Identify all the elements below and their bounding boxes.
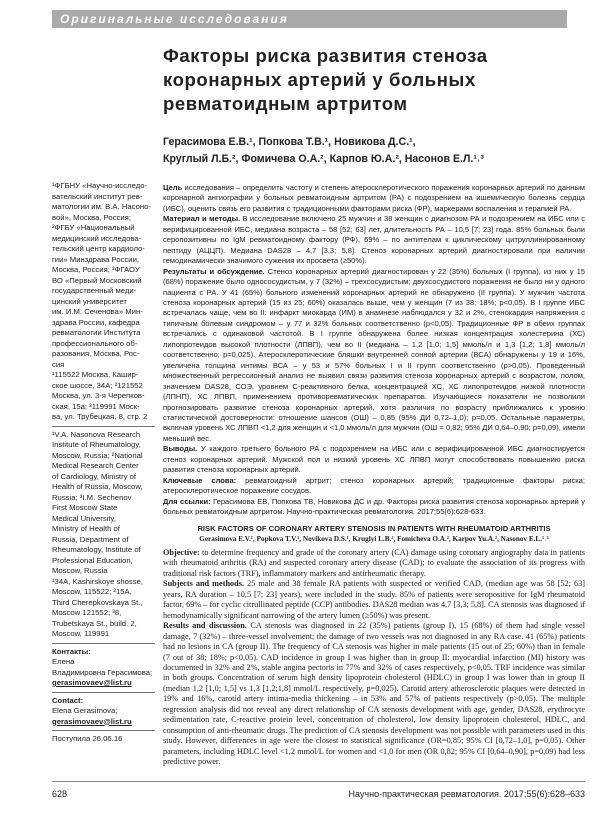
- contact-name-en: Elena Gerasimova;: [52, 706, 118, 715]
- received-date: Поступила 26.06.16: [52, 734, 123, 743]
- divider: [52, 643, 155, 644]
- contacts-name: Елена Владимировна Герасимова;: [52, 657, 153, 677]
- results-label: Результаты и обсуждение.: [163, 266, 265, 276]
- affiliations-sidebar: [52, 181, 155, 745]
- conclusions-paragraph: [163, 444, 585, 475]
- results-paragraph: [163, 267, 585, 445]
- divider: [52, 692, 155, 693]
- authors: [163, 134, 583, 168]
- contact-label-en: Contact:: [52, 695, 84, 705]
- conclusions-text: У каждого третьего больного РА с подозрением на ИБС или с верифицированной ИБС диагностируется стеноз коронарных артерий. Мужской пол и низкий уровень ХС ЛПВП могут способствовать повышению риска развития стеноза коронарных артерий.: [163, 444, 585, 475]
- page-number: 628: [52, 789, 68, 799]
- conclusions-label: Выводы.: [163, 444, 198, 454]
- results-text: Стеноз коронарных артерий диагностирован у 22 (35%) больных (I группа), из них у 15 (68%) поражение было однососудистым, у 7 (32%) – трехсосудистым; двухсосудистого поражения не было ни у одного пациента с РА. У 41 (65%) больного изменений коронарных артерий не обнаружено (II группа). У мужчин частота стеноза коронарных артерий (15 из 25; 60%) оказалась выше, чем у женщин (7 из 38; 18%; р<0,05). В I группе ИБС встречалась чаще, чем во II: инфаркт миокарда (ИМ) в анамнезе наблюдался у 32 и 2%, стенокардия напряжения с типичным болевым синдромом – у 77 и 32% больных соответственно (р<0,05). Традиционные ФР в обеих группах встречались с одинаковой частотой. В I группе обнаружена более низкая концентрация холестерина (ХС) липопротеидов высокой плотности (ЛПВП), чем во II (медиана – 1,2 [1,0; 1,5] ммоль/л и 1,3 [1,2; 1,8] ммоль/л соответственно; р=0,025). Атеросклеротические бляшки внутренней сонной артерии (ВСА) обнаружены у 19 и 16%, увеличена толщина интимы ВСА – у 53 и 57% больных I и II групп соответственно (р>0,05). Проведенный множественный регрессионный анализ не выявил связи развития стеноза коронарных артерий с возрастом, полом, значением DAS28, СОЭ, уровнем С-реактивного белка, концентрацией ХС, ХС липопротеидов низкой плотности (ЛПНП), ХС ЛПВП, применением противоревматических препаратов. Изучающиеся показатели не позволили прогнозировать развитие стеноза коронарных артерий, хотя различия по возрасту приближались к уровню статистической достоверности: отношение шансов (ОШ) – 0,85 (95% ДИ 0,72–1,0); р=0,05. Остальные параметры, включая уровень ХС ЛПВП <1,2 для женщин и <1,0 ммоль/л для мужчин (ОШ = 0,82; 95% ДИ 0,64–0,90; р=0,09), имели меньший вес.: [163, 266, 585, 443]
- title-line: коронарных артерий у больных: [163, 69, 476, 90]
- section-header: Оригинальные исследования: [60, 12, 289, 26]
- objective-label: Objective:: [163, 548, 200, 557]
- keywords-text: ревматоидный артрит; стеноз коронарных артерий; традиционные факторы риска; атеросклеротическое поражение сосудов.: [163, 475, 585, 496]
- affiliations-ru-text: ¹ФГБНУ «Научно-исследо- вательский институт рев- матологии им. В.А. Насоно- вой», Москва, Россия; ²ФГБУ «Национальный медицинский исследова- тельский центр кардиоло- гии» Минздрава России, Москва, Россия; ³ФГАОУ ВО «Первый Московский государственный меди- цинский университет им. И.М. Сеченова» Мин- здрава России, кафедра ревматологии Института профессионального об- разования, Москва, Рос- сия: [52, 181, 151, 369]
- english-title: RISK FACTORS OF CORONARY ARTERY STENOSIS IN PATIENTS WITH RHEUMATOID ARTHRITIS: [197, 524, 551, 533]
- subjects-label: Subjects and methods.: [163, 579, 245, 589]
- divider: [52, 426, 155, 427]
- article-title: [163, 44, 583, 116]
- goal-label: Цель: [163, 183, 183, 192]
- authors-line: Круглый Л.Б.², Фомичева О.А.², Карпов Ю.А.², Насонов Е.Л.¹˒³: [163, 153, 484, 165]
- objective-paragraph: [163, 548, 585, 579]
- keywords-label: Ключевые слова:: [163, 475, 237, 485]
- cite-label: Для ссылки:: [163, 496, 211, 506]
- results-en-paragraph: [163, 621, 585, 767]
- keywords-paragraph: [163, 476, 585, 497]
- journal-citation: Научно-практическая ревматология. 2017;55(6):628–633: [348, 789, 585, 799]
- goal-paragraph: [163, 183, 585, 214]
- results-en-text: CA stenosis was diagnosed in 22 (35%) patients (group I), 15 (68%) of them had single vessel damage, 7 (32%) – three-vessel involvement; the damage of two vessels was not diagnosed in any RA case. 41 (65%) patients had no lesions in CA (group II). The frequency of CA stenosis was higher in male patients (15 out of 25; 60%) than in female (7 out of 38; 18%; p<0,05). CAD incidence in group I was higher than in group II: myocardial infarction (MI) history was documented in 32% and 2%, stable angina pectoris in 77% and 32% of cases respectively, p<0,05. TRF incidence was similar in both groups. Concentration of serum high density lipoprotein cholesterol (HDLC) in group I was lower than in group II (median 1,2 [1,0; 1,5] vs 1,3 [1,2;1,8] mmol/L respectively, p=0,025). Carotid artery atherosclerotic plaques were detected in 19% and 16%, carotid artery intima-media thickening – in 53% and 57% of patients respectively (p>0,05). The multiple regression analysis did not reveal any direct relationship of CA stenosis development with age, gender, DAS28, erythrocyte sedimentation rate, C-reactive protein level, concentration of cholesterol, low density lipoprotein cholesterol, HDLC, and consumption of anti-rheumatic drugs. The prediction of CA stenosis development was not possible with parameters used in this study. However, differences in age were the closest to statistical significance (OR=0,85; 95% CI [0,72–1,0], p=0,05). Other parameters, including HDLC level <1,2 mmol/L for women and <1,0 for men (OR 0,82; 95% CI [0,64–0,90], p=0,09) had less predictive power.: [163, 621, 585, 767]
- goal-text: исследования – определить частоту и степень атеросклеротического поражения коронарных артерий по данным коронарной ангиографии у больных ревматоидным артритом (РА) с подозрением на ишемическую болезнь сердца (ИБС), оценить связь его развития с традиционными факторами риска (ФР), маркерами воспаления и терапией РА.: [163, 183, 585, 213]
- divider: [52, 730, 155, 731]
- authors-line: Герасимова Е.В.¹, Попкова Т.В.¹, Новикова Д.С.¹,: [163, 136, 416, 148]
- email-link-ru[interactable]: gerasimovaev@list.ru: [52, 678, 132, 687]
- cite-paragraph: [163, 497, 585, 518]
- affiliations-en: ¹V.A. Nasonova Research Institute of Rheumatology, Moscow, Russia; ²National Medical Research Center of Cardiology, Ministry of Health of Russia, Moscow, Russia; ³I.M. Sechenov First Moscow State Medical University, Ministry of Health of Russia, Department of Rheumatology, Institute of Professional Education, Moscow, Russia ¹34A, Kashirskoye shosse, Moscow, 115522; ²15A, Third Cherepkovskaya St., Moscow 121552; ³8, Trubetskaya St., build. 2, Moscow, 119991: [52, 429, 144, 638]
- cite-text: Герасимова ЕВ, Попкова ТВ, Новикова ДС и др. Факторы риска развития стеноза коронарных артерий у больных ревматоидным артритом. Научно-практическая ревматология. 2017;55(6):628-633.: [163, 496, 586, 517]
- footer-divider: [52, 781, 585, 782]
- objective-text: to determine frequency and grade of the coronary artery (CA) damage using coronary angiography data in patients with rheumatoid arthritis (RA) and suspected coronary artery disease (CAD); to evaluate the association of its progress with traditional risk factors (TRF), inflammatory markers and antirheumatic therapy.: [163, 548, 585, 578]
- english-authors: Gerasimova E.V.¹, Popkova T.V.¹, Novikova D.S.¹, Kruglyi L.B.², Fomicheva O.A.², Karpov Yu.A.², Nasonov E.L.¹˒³: [199, 535, 549, 543]
- title-line: ревматоидным артритом: [163, 93, 408, 114]
- title-line: Факторы риска развития стеноза: [163, 45, 488, 66]
- email-link-en[interactable]: gerasimovaev@list.ru: [52, 716, 132, 726]
- methods-text: В исследование включено 25 мужчин и 38 женщин с диагнозом РА и подозрением на ИБС или с верифицированной ИБС, медиана возраста – 58 [52; 63] лет, длительность РА – 10,5 [7; 23] года. 85% больных были серопозитивны по IgM ревматоидному фактору (РФ), 69% – по антителам к циклическому цитруллинированному пептиду (АЦЦП). Медиана DAS28 – 4,7 [3,3; 5,8]. Стеноз коронарных артерий диагностировали при наличии гемодинамически значимого сужения их просвета (≥50%).: [163, 214, 585, 266]
- methods-label: Материал и методы.: [163, 214, 241, 224]
- results-en-label: Results and discussion.: [163, 621, 247, 631]
- subjects-text: 25 male and 38 female RA patients with suspected or verified CAD, (median age was 58 [52; 63] years, RA duration – 10,5 [7; 23] years), were included in the study. 85% of patients were seropositive for IgM rheumatoid factor, 69% – for cyclic citrullinated peptide (CCP) antibodies. DAS28 median was 4,7 [3,3; 5,8]. CA stenosis was diagnosed if hemodynamically significant narrowing of the artery lumen (≥50%) was present.: [163, 579, 585, 620]
- abstract-en: [163, 548, 585, 768]
- methods-paragraph: [163, 214, 585, 266]
- subjects-paragraph: [163, 579, 585, 621]
- contacts-label: Контакты:: [52, 646, 91, 656]
- addresses-ru: ¹115522 Москва, Кашир- ское шоссе, 34А; ²121552 Москва, ул. 3-я Черепков- ская, 15а; ³119991 Моск- ва, ул. Трубецкая, 8, стр. 2: [52, 370, 148, 421]
- abstract-ru: [163, 183, 585, 518]
